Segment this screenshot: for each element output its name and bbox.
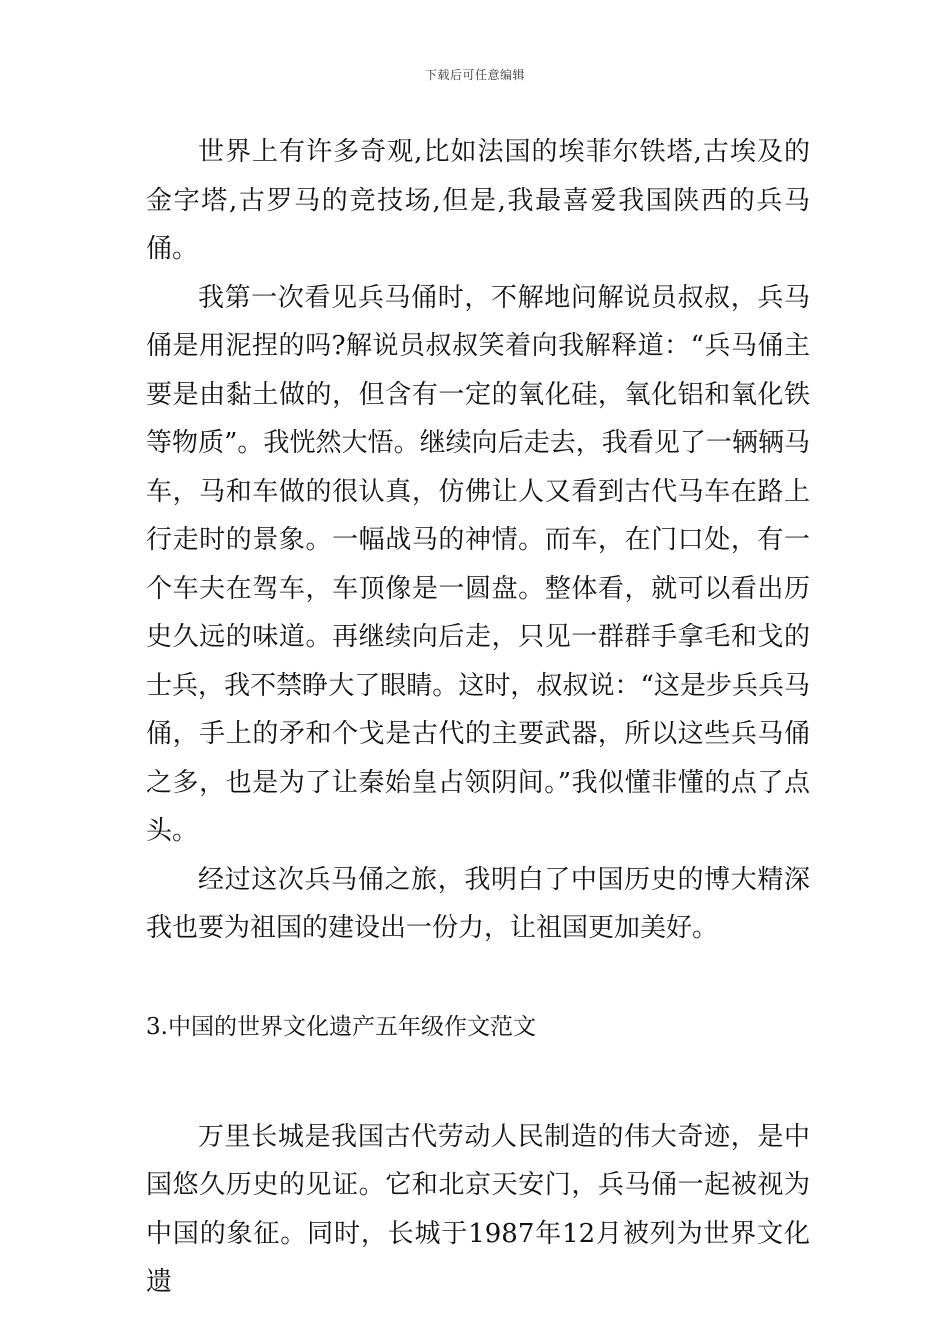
paragraph-great-wall: 万里长城是我国古代劳动人民制造的伟大奇迹，是中国悠久历史的见证。它和北京天安门，兵马俑一起被视为中国的象征。同时，长城于1987年12月被列为世界文化遗 xyxy=(146,1121,810,1297)
page-header: 下载后可任意编辑 xyxy=(424,68,525,82)
section-heading: 3.中国的世界文化遗产五年级作文范文 xyxy=(146,1013,536,1040)
paragraph-visit: 我第一次看见兵马俑时，不解地问解说员叔叔，兵马俑是用泥捏的吗?解说员叔叔笑着向我解释道：“兵马俑主要是由黏土做的，但含有一定的氧化硅，氧化铝和氧化铁等物质”。我恍然大悟。继续向后走去，我看见了一辆辆马车，马和车做的很认真，仿佛让人又看到古代马车在路上行走时的景象。一幅战马的神情。而车，在门口处，有一个车夫在驾车，车顶像是一圆盘。整体看，就可以看出历史久远的味道。再继续向后走，只见一群群手拿毛和戈的士兵，我不禁睁大了眼睛。这时，叔叔说：“这是步兵兵马俑，手上的矛和个戈是古代的主要武器，所以这些兵马俑之多，也是为了让秦始皇占领阴间。”我似懂非懂的点了点头。 xyxy=(146,282,810,846)
section-gap xyxy=(146,953,810,1003)
section-gap xyxy=(146,1051,810,1113)
document-body xyxy=(146,128,810,1307)
paragraph-intro: 世界上有许多奇观,比如法国的埃菲尔铁塔,古埃及的金字塔,古罗马的竞技场,但是,我最喜爱我国陕西的兵马俑。 xyxy=(146,137,810,264)
paragraph-conclusion: 经过这次兵马俑之旅，我明白了中国历史的博大精深我也要为祖国的建设出一份力，让祖国更加美好。 xyxy=(146,864,810,943)
